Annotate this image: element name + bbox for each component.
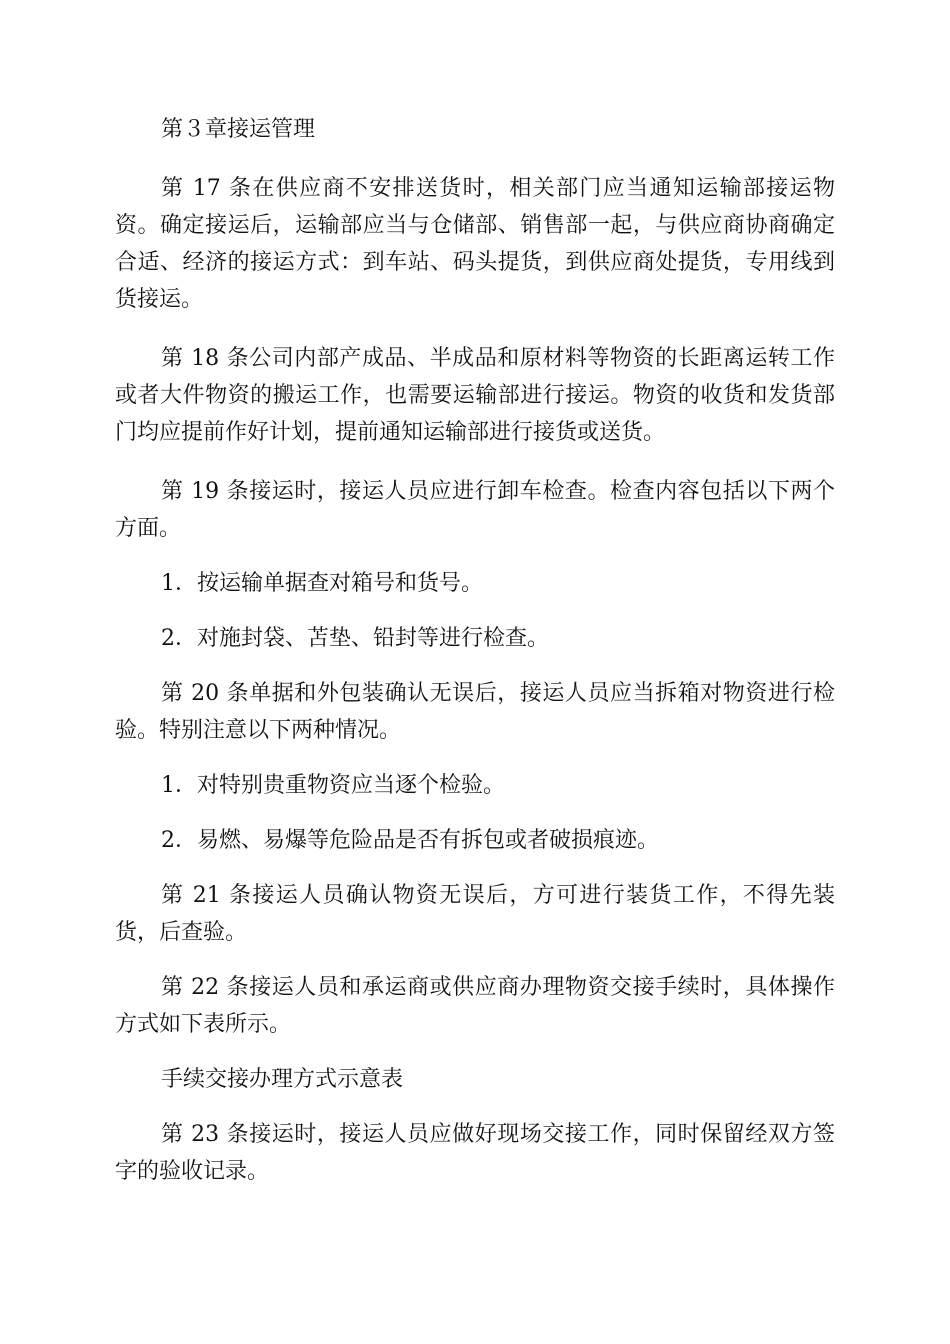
table-caption: 手续交接办理方式示意表 — [161, 1067, 404, 1092]
article-21: 第 21 条接运人员确认物资无误后，方可进行装货工作，不得先装货，后查验。 — [115, 883, 835, 945]
article-18: 第 18 条公司内部产成品、半成品和原材料等物资的长距离运转工作或者大件物资的搬运工作，也需要运输部进行接运。物资的收货和发货部门均应提前作好计划，提前通知运输部进行接货或送货。 — [115, 346, 835, 445]
article-20-item-1: 1．对特别贵重物资应当逐个检验。 — [161, 773, 505, 798]
article-20-item-2: 2．易燃、易爆等危险品是否有拆包或者破损痕迹。 — [161, 828, 659, 853]
article-23: 第 23 条接运时，接运人员应做好现场交接工作，同时保留经双方签字的验收记录。 — [115, 1122, 835, 1184]
chapter-heading: 第３章接运管理 — [161, 117, 316, 142]
article-22: 第 22 条接运人员和承运商或供应商办理物资交接手续时，具体操作方式如下表所示。 — [115, 975, 835, 1037]
article-19-item-2: 2．对施封袋、苫垫、铅封等进行检查。 — [161, 626, 549, 651]
article-17: 第 17 条在供应商不安排送货时，相关部门应当通知运输部接运物资。确定接运后，运输部应当与仓储部、销售部一起，与供应商协商确定合适、经济的接运方式：到车站、码头提货，到供应商处提货，专用线到货接运。 — [115, 176, 835, 312]
article-19-item-1: 1．按运输单据查对箱号和货号。 — [161, 571, 483, 596]
article-20: 第 20 条单据和外包装确认无误后，接运人员应当拆箱对物资进行检验。特别注意以下两种情况。 — [115, 681, 835, 743]
document-body — [115, 111, 835, 1190]
article-19: 第 19 条接运时，接运人员应进行卸车检查。检查内容包括以下两个方面。 — [115, 479, 835, 541]
